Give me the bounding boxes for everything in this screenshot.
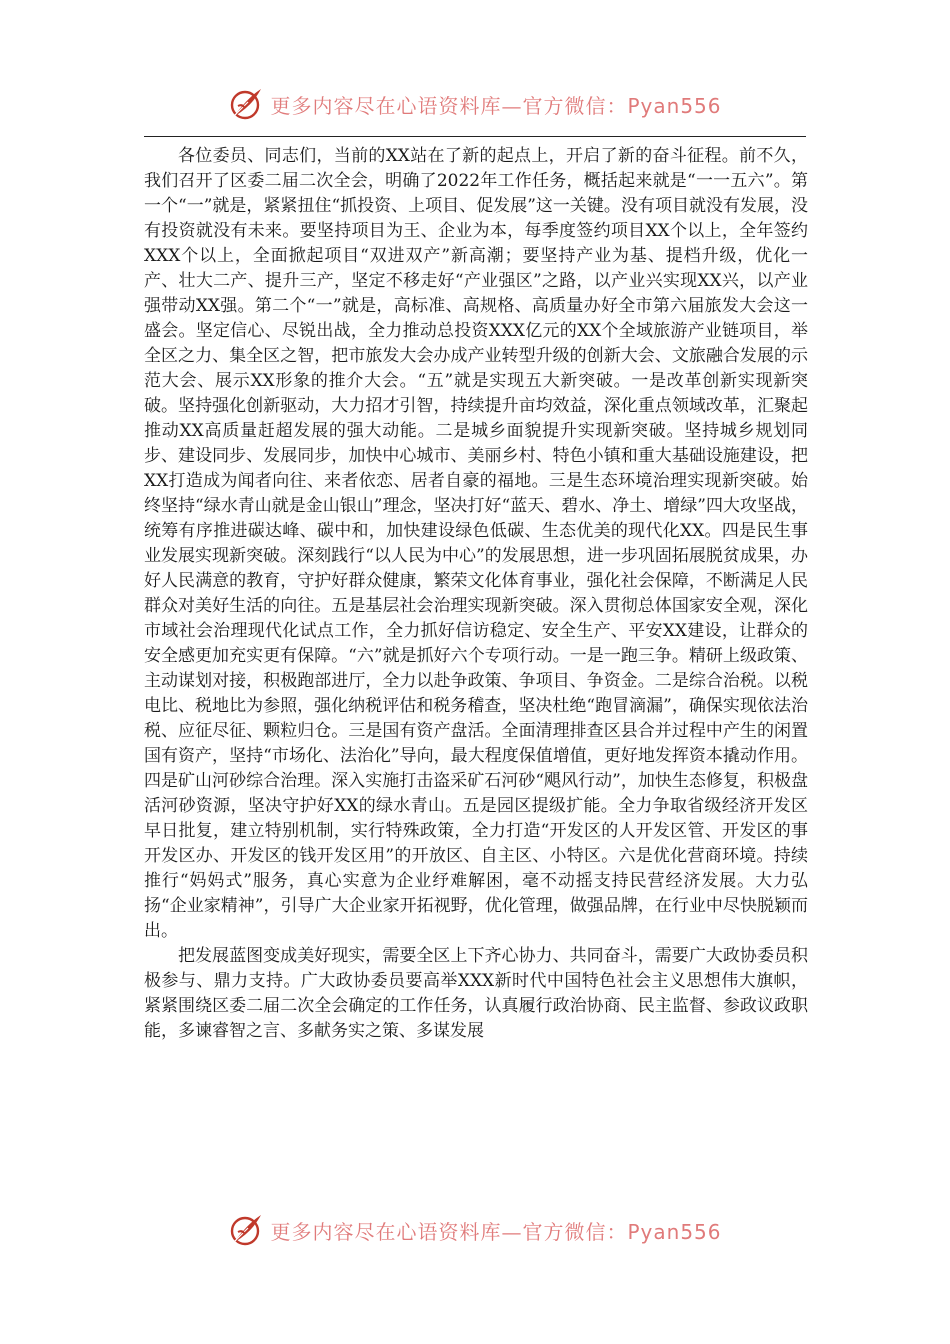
- paragraph: 各位委员、同志们，当前的XX站在了新的起点上，开启了新的奋斗征程。前不久，我们召开了区委二届二次全会，明确了2022年工作任务，概括起来就是“一一五六”。第一个“一”就是，紧紧扭住“抓投资、上项目、促发展”这一关键。没有项目就没有发展，没有投资就没有未来。要坚持项目为王、企业为本，每季度签约项目XX个以上，全年签约XXX个以上，全面掀起项目“双进双产”新高潮；要坚持产业为基、提档升级，优化一产、壮大二产、提升三产，坚定不移走好“产业强区”之路，以产业兴实现XX兴，以产业强带动XX强。第二个“一”就是，高标准、高规格、高质量办好全市第六届旅发大会这一盛会。坚定信心、尽锐出战，全力推动总投资XXX亿元的XX个全域旅游产业链项目，举全区之力、集全区之智，把市旅发大会办成产业转型升级的创新大会、文旅融合发展的示范大会、展示XX形象的推介大会。“五”就是实现五大新突破。一是改革创新实现新突破。坚持强化创新驱动，大力招才引智，持续提升亩均效益，深化重点领域改革，汇聚起推动XX高质量赶超发展的强大动能。二是城乡面貌提升实现新突破。坚持城乡规划同步、建设同步、发展同步，加快中心城市、美丽乡村、特色小镇和重大基础设施建设，把XX打造成为闻者向往、来者依恋、居者自豪的福地。三是生态环境治理实现新突破。始终坚持“绿水青山就是金山银山”理念，坚决打好“蓝天、碧水、净土、增绿”四大攻坚战，统筹有序推进碳达峰、碳中和，加快建设绿色低碳、生态优美的现代化XX。四是民生事业发展实现新突破。深刻践行“以人民为中心”的发展思想，进一步巩固拓展脱贫成果，办好人民满意的教育，守护好群众健康，繁荣文化体育事业，强化社会保障，不断满足人民群众对美好生活的向往。五是基层社会治理实现新突破。深入贯彻总体国家安全观，深化市域社会治理现代化试点工作，全力抓好信访稳定、安全生产、平安XX建设，让群众的安全感更加充实更有保障。“六”就是抓好六个专项行动。一是一跑三争。精研上级政策、主动谋划对接，积极跑部进厅，全力以赴争政策、争项目、争资金。二是综合治税。以税电比、税地比为参照，强化纳税评估和税务稽查，坚决杜绝“跑冒滴漏”，确保实现依法治税、应征尽征、颗粒归仓。三是国有资产盘活。全面清理排查区县合并过程中产生的闲置国有资产，坚持“市场化、法治化”导向，最大程度保值增值，更好地发挥资本撬动作用。四是矿山河砂综合治理。深入实施打击盗采矿石河砂“飓风行动”，加快生态修复，积极盘活河砂资源，坚决守护好XX的绿水青山。五是园区提级扩能。全力争取省级经济开发区早日批复，建立特别机制，实行特殊政策，全力打造“开发区的人开发区管、开发区的事开发区办、开发区的钱开发区用”的开放区、自主区、小特区。六是优化营商环境。持续推行“妈妈式”服务，真心实意为企业纾难解困，毫不动摇支持民营经济发展。大力弘扬“企业家精神”，引导广大企业家开拓视野，优化管理，做强品牌，在行业中尽快脱颖而出。: [144, 146, 808, 941]
- watermark-text: 更多内容尽在心语资料库—官方微信：: [270, 1219, 628, 1244]
- document-body: [144, 144, 808, 1044]
- header-divider: [144, 136, 806, 137]
- feather-pen-icon: [228, 86, 264, 122]
- watermark-text: 更多内容尽在心语资料库—官方微信：: [270, 93, 628, 118]
- watermark-wechat-id: Pyan556: [627, 1219, 722, 1244]
- watermark-wechat-id: Pyan556: [627, 93, 722, 118]
- paragraph: 把发展蓝图变成美好现实，需要全区上下齐心协力、共同奋斗，需要广大政协委员积极参与、鼎力支持。广大政协委员要高举XXX新时代中国特色社会主义思想伟大旗帜，紧紧围绕区委二届二次全会确定的工作任务，认真履行政治协商、民主监督、参政议政职能，多谏睿智之言、多献务实之策、多谋发展: [144, 946, 808, 1041]
- feather-pen-icon: [228, 1212, 264, 1248]
- header-watermark: [0, 84, 950, 124]
- footer-watermark: [0, 1210, 950, 1250]
